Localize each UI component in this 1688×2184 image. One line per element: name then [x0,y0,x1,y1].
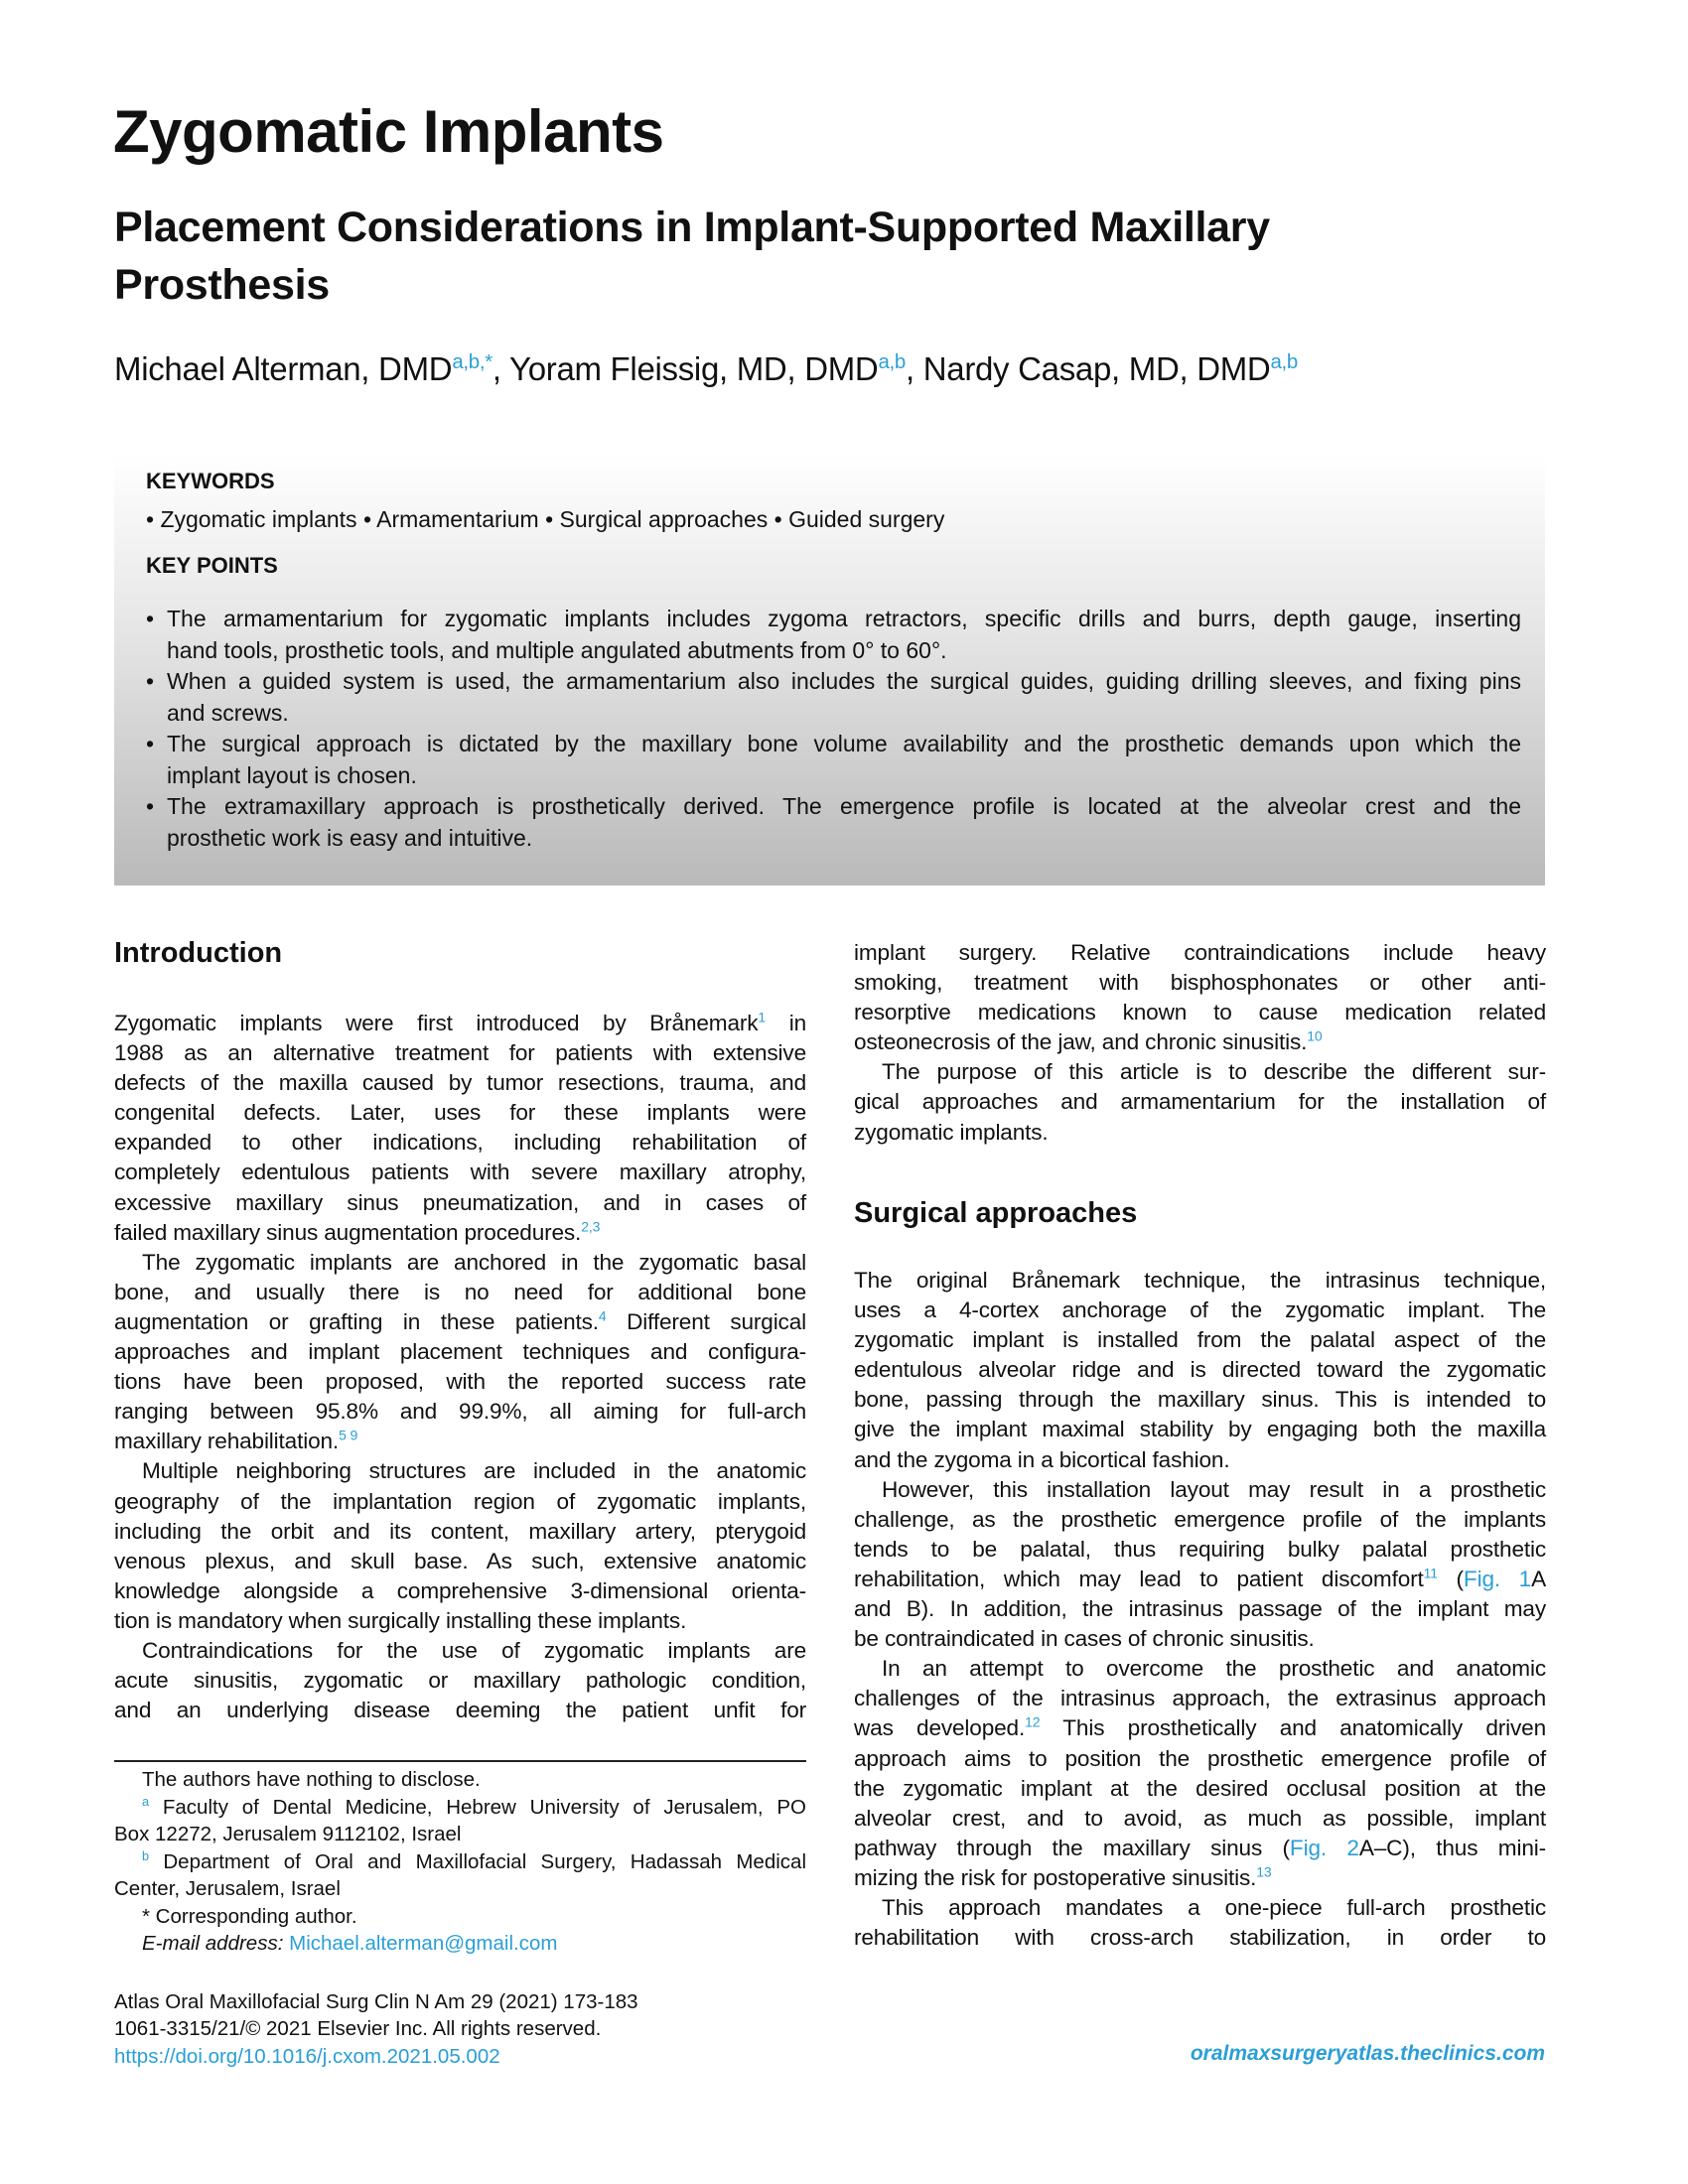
paragraph [854,1266,1546,1475]
text-run: pathway through the maxillary sinus ( [854,1835,1290,1860]
text-run: maxillary rehabilitation. [114,1429,340,1454]
text-line: challenge, as the prosthetic emergence profile of the implants [854,1506,1546,1532]
separator: , [905,350,923,387]
paragraph [854,1057,1546,1147]
text-line [114,1848,806,1876]
reference-sup[interactable]: 10 [1307,1027,1323,1044]
paragraph [854,1654,1546,1893]
text-line: uses a 4-cortex anchorage of the zygomatic implant. The [854,1297,1546,1323]
copyright: 1061-3315/21/© 2021 Elsevier Inc. All rights reserved. [114,2017,602,2041]
text-line: hand tools, prosthetic tools, and multiple angulated abutments from 0° to 60°. [167,636,947,663]
text-line [114,1218,806,1248]
text-line [114,1009,806,1038]
text-line: bone, passing through the maxillary sinus. This is intended to [854,1387,1546,1413]
paragraph [114,1903,806,1931]
text-line: defects of the maxilla caused by tumor resections, trauma, and [114,1070,806,1096]
reference-sup[interactable]: 13 [1256,1863,1272,1880]
author-name: Yoram Fleissig, MD, DMD [509,350,879,387]
journal-citation: Atlas Oral Maxillofacial Surg Clin N Am 29 (2021) 173-183 [114,1990,638,2013]
text-line: implant surgery. Relative contraindications include heavy [854,940,1546,965]
paragraph [114,1766,806,1794]
text-line: ranging between 95.8% and 99.9%, all aiming for full-arch [114,1399,806,1425]
text-line: alveolar crest, and to avoid, as much as possible, implant [854,1805,1546,1831]
text-line: completely edentulous patients with severe maxillary atrophy, [114,1160,806,1185]
section-heading-surgical-approaches: Surgical approaches [854,1197,1138,1229]
reference-sup[interactable]: 11 [1423,1565,1438,1581]
text-line: the zygomatic implant at the desired occlusal position at the [854,1775,1546,1801]
keypoint-text [167,729,1521,791]
bullet-icon: • [146,668,155,694]
text-line: bone, and usually there is no need for additional bone [114,1279,806,1304]
text-line: In an attempt to overcome the prosthetic and anatomic [882,1656,1546,1682]
text-run: mizing the risk for postoperative sinusitis. [854,1864,1257,1890]
text-run: Zygomatic implants were first introduced by Brånemark [114,1011,759,1035]
author-affiliation-sup[interactable]: a,b [878,350,906,373]
email-label: E-mail address: [142,1932,284,1955]
paragraph [854,1475,1546,1655]
text-line: Center, Jerusalem, Israel [114,1877,341,1900]
text-line: approach aims to position the prosthetic emergence profile of [854,1745,1546,1771]
author-affiliation-sup[interactable]: a,b,* [452,350,492,373]
text-run: failed maxillary sinus augmentation procedures. [114,1219,582,1245]
paragraph [854,938,1546,1057]
text-run: in [766,1011,806,1035]
text-line: and screws. [167,699,289,726]
reference-sup[interactable]: 1 [758,1009,767,1025]
text-line: give the implant maximal stability by engaging both the maxilla [854,1417,1546,1442]
text-line: * Corresponding author. [142,1904,357,1928]
text-line [854,1027,1546,1057]
paragraph [114,1636,806,1725]
text-line: Multiple neighboring structures are included in the anatomic [142,1458,806,1484]
journal-info [114,1988,638,2070]
doi-link[interactable]: https://doi.org/10.1016/j.cxom.2021.05.002 [114,2044,500,2068]
text-line: implant layout is chosen. [167,761,417,788]
paragraph [114,1009,806,1248]
reference-sup[interactable]: 12 [1025,1713,1041,1730]
text-line: approaches and implant placement techniques and configura- [114,1339,806,1365]
keypoint-item [146,791,1521,854]
text-line: The surgical approach is dictated by the maxillary bone volume availability and the prosthetic demands upon which the [167,731,1521,756]
text-line: be contraindicated in cases of chronic sinusitis. [854,1626,1315,1652]
text-line [854,1834,1546,1863]
keypoint-item [146,666,1521,729]
text-line: geography of the implantation region of zygomatic implants, [114,1488,806,1514]
text-run: ( [1437,1566,1464,1591]
email-line [114,1930,806,1958]
text-line: Box 12272, Jerusalem 9112102, Israel [114,1823,462,1845]
text-run: augmentation or grafting in these patients. [114,1308,599,1334]
text-line: excessive maxillary sinus pneumatization, and in cases of [114,1189,806,1215]
abstract-box [114,455,1545,886]
text-line: However, this installation layout may result in a prosthetic [882,1476,1546,1502]
text-line: gical approaches and armamentarium for the installation of [854,1089,1546,1115]
text-line [854,1565,1546,1594]
reference-sup[interactable]: 5 9 [339,1427,358,1443]
text-line: including the orbit and its content, maxillary artery, pterygoid [114,1518,806,1544]
text-line: challenges of the intrasinus approach, the extrasinus approach [854,1686,1546,1711]
text-line: 1988 as an alternative treatment for patients with extensive [114,1040,806,1066]
text-run: rehabilitation, which may lead to patient discomfort [854,1566,1424,1591]
text-line: The extramaxillary approach is prosthetically derived. The emergence profile is located at the alveolar crest and the [167,793,1521,819]
text-line: tends to be palatal, thus requiring bulky palatal prosthetic [854,1536,1546,1562]
keywords-list: • Zygomatic implants • Armamentarium • Surgical approaches • Guided surgery [146,506,945,532]
figure-link[interactable]: Fig. 2 [1289,1835,1359,1860]
text-run: osteonecrosis of the jaw, and chronic sinusitis. [854,1029,1308,1055]
text-line: venous plexus, and skull base. As such, extensive anatomic [114,1548,806,1573]
text-run: Department of Oral and Maxillofacial Surgery, Hadassah Medical [149,1849,806,1873]
keypoint-text [167,791,1521,854]
text-run: was developed. [854,1715,1026,1741]
text-run: Faculty of Dental Medicine, Hebrew University of Jerusalem, PO [149,1795,806,1819]
author-name: Nardy Casap, MD, DMD [922,350,1271,387]
left-column-body [114,1009,806,1725]
text-line: and B). In addition, the intrasinus passage of the implant may [854,1596,1546,1622]
text-line: The armamentarium for zygomatic implants includes zygoma retractors, specific drills and burrs, depth gauge, inserting [167,606,1521,631]
text-line: tion is mandatory when surgically installing these implants. [114,1607,687,1633]
text-line: expanded to other indications, including rehabilitation of [114,1130,806,1156]
footnotes [114,1766,806,1930]
text-line: The purpose of this article is to describe the different sur- [882,1059,1546,1085]
text-run: A–C), thus mini- [1358,1835,1546,1860]
journal-site-link[interactable]: oralmaxsurgeryatlas.theclinics.com [1190,2042,1545,2065]
text-line: When a guided system is used, the armamentarium also includes the surgical guides, guiding drilling sleeves, and fixing pins [167,668,1521,694]
author-name: Michael Alterman, DMD [114,350,453,387]
text-line: rehabilitation with cross-arch stabilization, in order to [854,1925,1546,1951]
paragraph [114,1848,806,1903]
right-column-body [854,1266,1546,1953]
text-line: The original Brånemark technique, the intrasinus technique, [854,1268,1546,1293]
text-line [854,1713,1546,1743]
subtitle-line: Placement Considerations in Implant-Supported Maxillary [114,204,1270,251]
text-run: This prosthetically and anatomically driven [1040,1715,1546,1741]
article-title: Zygomatic Implants [113,98,664,165]
text-line: The authors have nothing to disclose. [142,1768,481,1791]
paragraph [114,1248,806,1457]
email-link[interactable]: Michael.alterman@gmail.com [289,1932,558,1955]
keypoints-heading: KEY POINTS [146,553,278,578]
author-affiliation-sup[interactable]: a,b [1270,350,1298,373]
reference-sup[interactable]: 2,3 [581,1218,601,1235]
keypoint-item [146,604,1521,666]
reference-sup[interactable]: b [142,1847,150,1863]
text-line: zygomatic implants. [854,1119,1049,1145]
reference-sup[interactable]: 4 [598,1307,607,1324]
keypoint-text [167,666,1521,729]
paragraph [114,1794,806,1848]
text-line: acute sinusitis, zygomatic or maxillary pathologic condition, [114,1668,806,1694]
reference-sup[interactable]: a [142,1793,150,1809]
text-line [114,1307,806,1337]
bullet-icon: • [146,731,155,756]
text-line: This approach mandates a one-piece full-arch prosthetic [882,1894,1546,1920]
figure-link[interactable]: Fig. 1 [1463,1566,1532,1591]
bullet-icon: • [146,606,155,631]
section-heading-introduction: Introduction [114,937,283,969]
text-line [854,1863,1546,1893]
text-line: Contraindications for the use of zygomatic implants are [142,1637,806,1663]
text-line: tions have been proposed, with the reported success rate [114,1369,806,1395]
text-run: A [1531,1566,1547,1591]
bullet-icon: • [146,793,155,819]
text-line: congenital defects. Later, uses for these implants were [114,1100,806,1126]
author-list [114,347,1298,391]
text-line: resorptive medications known to cause medication related [854,1000,1546,1025]
text-line [114,1427,806,1456]
right-column-top [854,938,1546,1148]
text-line: and the zygoma in a bicortical fashion. [854,1446,1230,1472]
text-line: edentulous alveolar ridge and is directed toward the zygomatic [854,1357,1546,1383]
footnote-divider [114,1760,806,1762]
text-run: Different surgical [606,1308,806,1334]
keypoint-text [167,604,1521,666]
text-line: prosthetic work is easy and intuitive. [167,824,533,851]
text-line: zygomatic implant is installed from the palatal aspect of the [854,1327,1546,1353]
article-subtitle [114,199,1554,314]
paragraph [854,1893,1546,1953]
paragraph [114,1456,806,1636]
text-line [114,1794,806,1822]
text-line: smoking, treatment with bisphosphonates or other anti- [854,970,1546,996]
text-line: knowledge alongside a comprehensive 3-dimensional orienta- [114,1577,806,1603]
keypoint-item [146,729,1521,791]
keywords-heading: KEYWORDS [146,469,275,493]
text-line: The zygomatic implants are anchored in the zygomatic basal [142,1249,806,1275]
text-line: and an underlying disease deeming the patient unfit for [114,1698,806,1723]
separator: , [492,350,510,387]
subtitle-line: Prosthesis [114,261,330,309]
